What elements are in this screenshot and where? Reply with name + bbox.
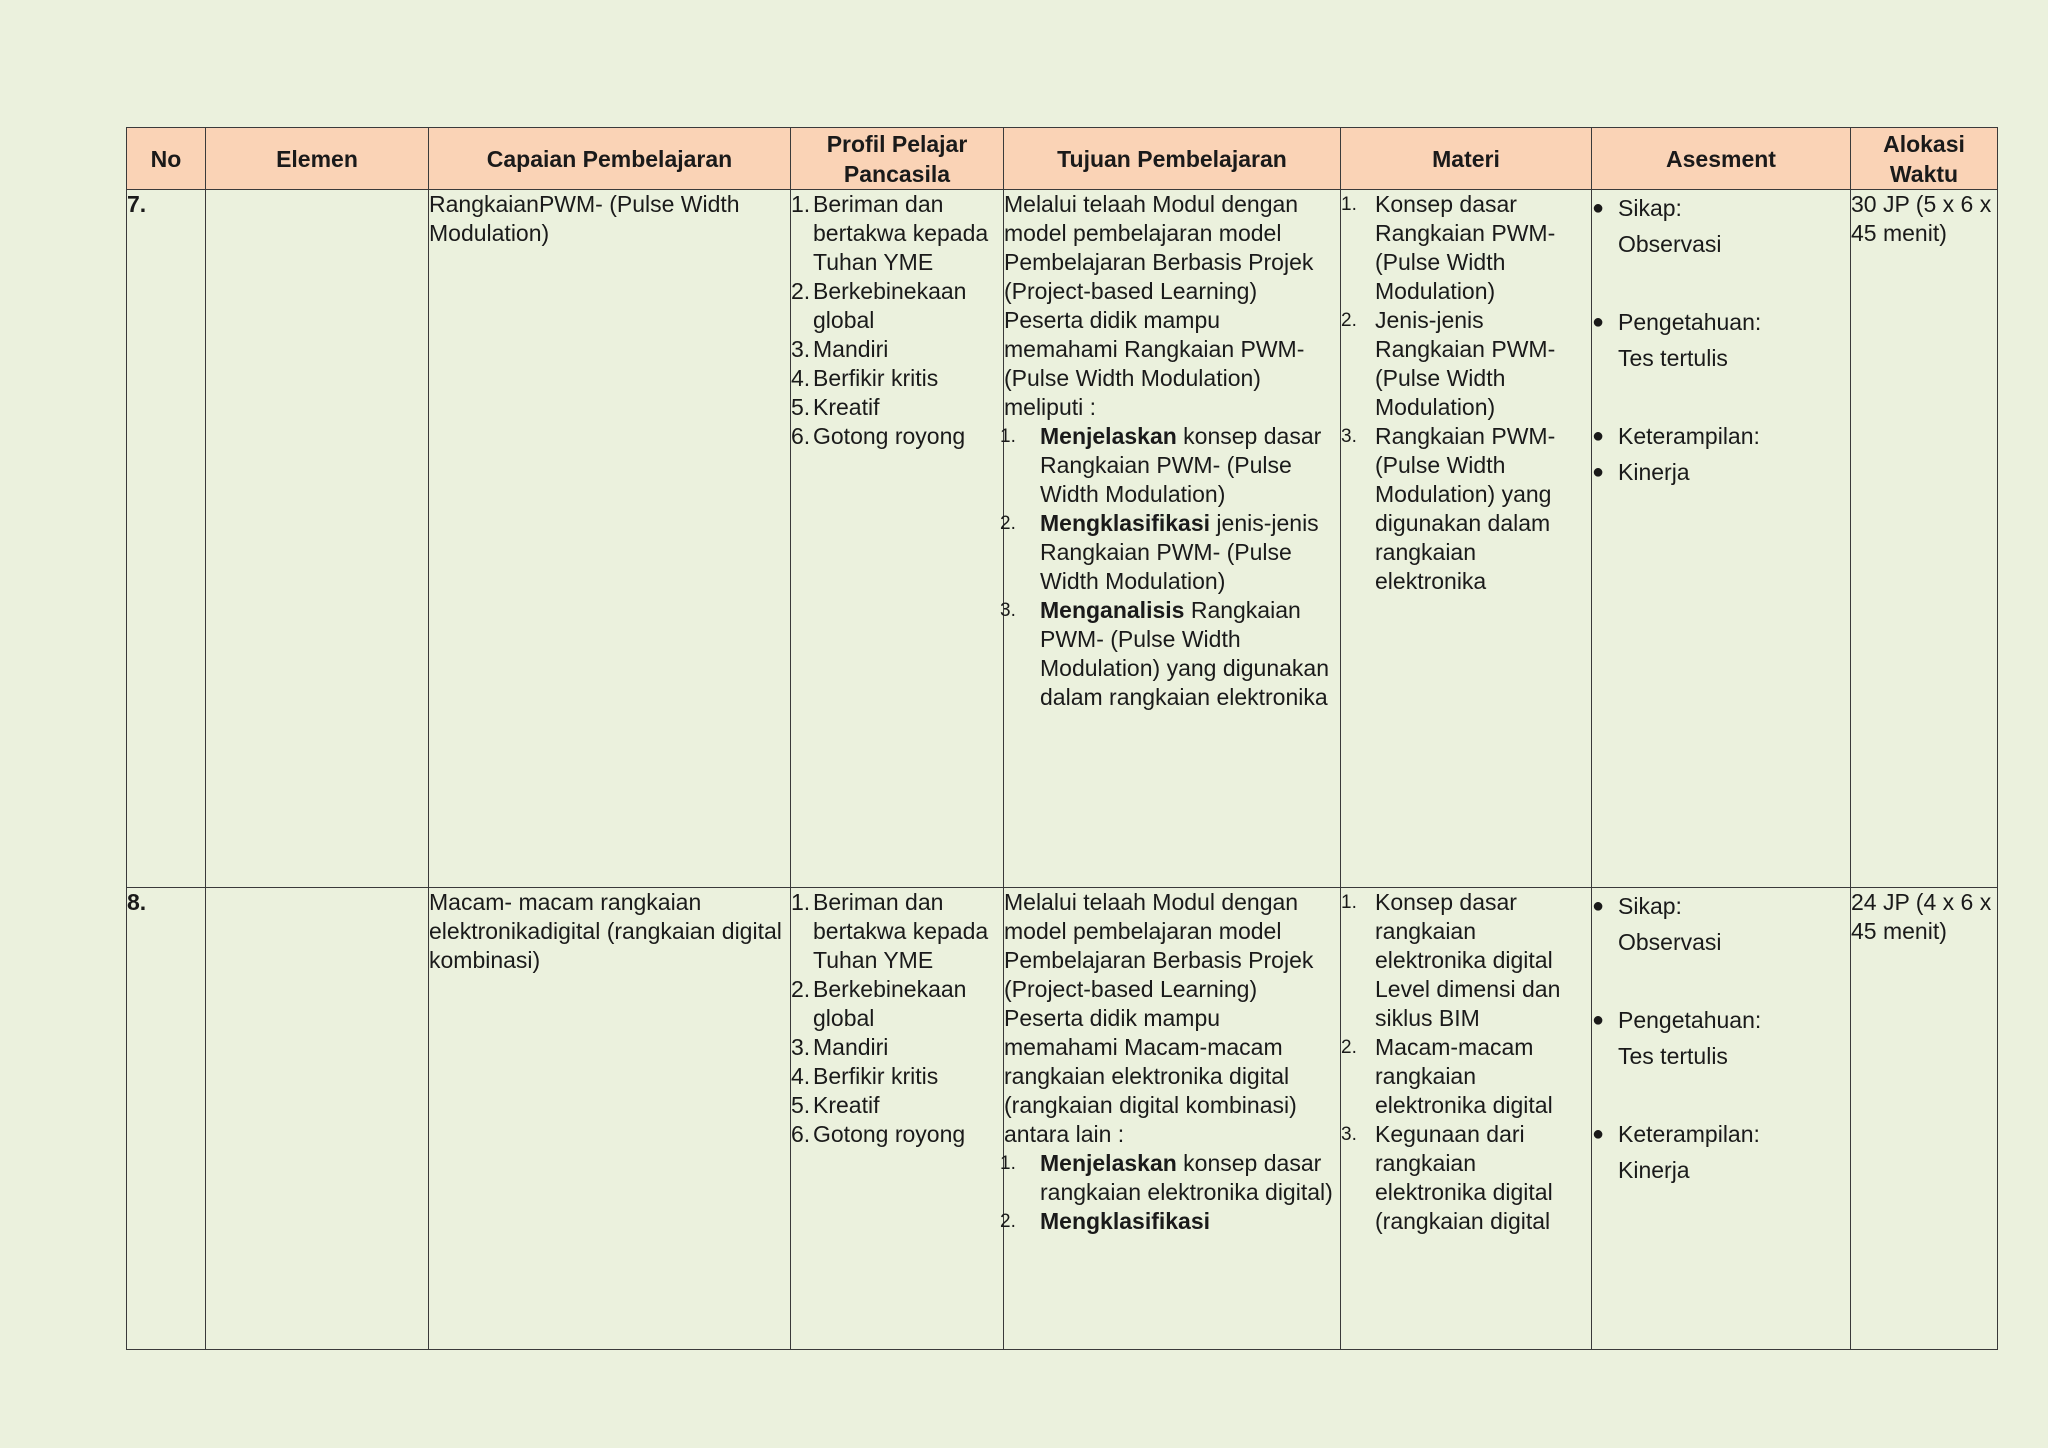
tujuan-list bbox=[1000, 1149, 1340, 1236]
item-text: Gotong royong bbox=[813, 423, 966, 449]
list-item bbox=[791, 975, 1003, 1033]
asesment-value-line bbox=[1592, 924, 1850, 960]
item-verb: Menjelaskan bbox=[1040, 1150, 1177, 1176]
materi-list bbox=[1341, 190, 1591, 596]
asesment-block bbox=[1592, 888, 1850, 960]
header-alokasi: Alokasi Waktu bbox=[1851, 128, 1998, 190]
bullet-icon: ● bbox=[1592, 1009, 1605, 1031]
learning-plan-table bbox=[126, 127, 1998, 1350]
tujuan-list bbox=[1000, 422, 1340, 712]
item-verb: Menjelaskan bbox=[1040, 423, 1177, 449]
list-item bbox=[1000, 596, 1340, 712]
item-number: 3. bbox=[1341, 426, 1357, 447]
list-item bbox=[791, 1033, 1003, 1062]
profil-list bbox=[791, 888, 1003, 1149]
item-number: 1. bbox=[791, 191, 811, 217]
item-number: 1. bbox=[1000, 1153, 1016, 1174]
asesment-value: Kinerja bbox=[1618, 1157, 1690, 1183]
item-number: 3. bbox=[1000, 600, 1016, 621]
asesment-block bbox=[1592, 1116, 1850, 1188]
item-text: Konsep dasar Rangkaian PWM- (Pulse Width Modulation) bbox=[1375, 191, 1556, 304]
materi-cell bbox=[1341, 190, 1592, 888]
list-item bbox=[1000, 1207, 1340, 1236]
asesment-value: Observasi bbox=[1618, 231, 1722, 257]
elemen-cell bbox=[206, 190, 429, 888]
asesment-value-line bbox=[1592, 454, 1850, 490]
asesment-block bbox=[1592, 190, 1850, 262]
item-text: jenis-jenis Rangkaian PWM- (Pulse Width Modulation) bbox=[1040, 510, 1319, 594]
header-elemen: Elemen bbox=[206, 128, 429, 190]
row-number: 7. bbox=[127, 190, 206, 888]
list-item bbox=[1341, 422, 1591, 596]
header-profil: Profil Pelajar Pancasila bbox=[791, 128, 1004, 190]
asesment-value-line bbox=[1592, 1038, 1850, 1074]
item-number: 2. bbox=[1000, 1211, 1016, 1232]
tujuan-cell bbox=[1000, 888, 1341, 1350]
item-text: Rangkaian PWM- (Pulse Width Modulation) yang digunakan dalam rangkaian elektronika bbox=[1375, 423, 1556, 594]
item-number: 6. bbox=[791, 423, 811, 449]
tujuan-intro: Melalui telaah Modul dengan model pembelajaran model Pembelajaran Berbasis Projek (Project-based Learning) Peserta didik mampu memahami Macam-macam rangkaian elektronika digital (rangkaian digital kombinasi) antara lain : bbox=[1004, 889, 1314, 1147]
asesment-value: Kinerja bbox=[1618, 459, 1690, 485]
item-number: 5. bbox=[791, 394, 811, 420]
header-tujuan: Tujuan Pembelajaran bbox=[1004, 128, 1341, 190]
item-text: Berfikir kritis bbox=[813, 365, 939, 391]
list-item bbox=[791, 190, 1003, 277]
item-number: 1. bbox=[1000, 426, 1016, 447]
list-item bbox=[1000, 1149, 1340, 1207]
item-text: Rangkaian PWM- (Pulse Width Modulation) yang digunakan dalam rangkaian elektronika bbox=[1040, 597, 1329, 710]
item-text: Berkebinekaan global bbox=[813, 278, 967, 333]
item-number: 2. bbox=[1341, 1037, 1357, 1058]
asesment-label-line bbox=[1592, 304, 1850, 340]
list-item bbox=[1341, 888, 1591, 1033]
item-text: Berkebinekaan global bbox=[813, 976, 967, 1031]
asesment-block bbox=[1592, 304, 1850, 376]
header-capaian: Capaian Pembelajaran bbox=[429, 128, 791, 190]
list-item bbox=[1000, 509, 1340, 596]
item-verb: Menganalisis bbox=[1040, 597, 1185, 623]
header-materi: Materi bbox=[1341, 128, 1592, 190]
asesment-label: Pengetahuan: bbox=[1618, 1007, 1762, 1033]
bullet-icon: ● bbox=[1592, 311, 1605, 333]
list-item bbox=[1341, 306, 1591, 422]
bullet-icon: ● bbox=[1592, 197, 1605, 219]
row-number: 8. bbox=[127, 888, 206, 1350]
asesment-label-line bbox=[1592, 888, 1850, 924]
item-text: konsep dasar Rangkaian PWM- (Pulse Width Modulation) bbox=[1040, 423, 1322, 507]
materi-list bbox=[1341, 888, 1591, 1236]
asesment-value: Tes tertulis bbox=[1618, 1043, 1728, 1069]
asesment-block bbox=[1592, 418, 1850, 490]
asesment-label: Keterampilan: bbox=[1618, 423, 1760, 449]
profil-cell bbox=[791, 888, 1004, 1350]
table-row bbox=[127, 888, 1998, 1350]
asesment-block bbox=[1592, 1002, 1850, 1074]
item-text: Jenis-jenis Rangkaian PWM- (Pulse Width Modulation) bbox=[1375, 307, 1556, 420]
item-text: konsep dasar rangkaian elektronika digital) bbox=[1040, 1150, 1333, 1205]
item-text: Macam-macam rangkaian elektronika digital bbox=[1375, 1034, 1553, 1118]
list-item bbox=[791, 1062, 1003, 1091]
asesment-label-line bbox=[1592, 418, 1850, 454]
table-row bbox=[127, 190, 1998, 888]
asesment-label: Sikap: bbox=[1618, 195, 1682, 221]
item-number: 3. bbox=[791, 1034, 811, 1060]
list-item bbox=[1000, 422, 1340, 509]
list-item bbox=[1341, 190, 1591, 306]
list-item bbox=[791, 1120, 1003, 1149]
list-item bbox=[791, 1091, 1003, 1120]
item-number: 2. bbox=[1000, 513, 1016, 534]
item-number: 3. bbox=[1341, 1124, 1357, 1145]
asesment-label-line bbox=[1592, 1002, 1850, 1038]
item-number: 2. bbox=[1341, 310, 1357, 331]
item-number: 4. bbox=[791, 365, 811, 391]
list-item bbox=[791, 888, 1003, 975]
item-text: Gotong royong bbox=[813, 1121, 966, 1147]
capaian-cell: RangkaianPWM- (Pulse Width Modulation) bbox=[429, 190, 791, 888]
header-no: No bbox=[127, 128, 206, 190]
item-text: Kreatif bbox=[813, 394, 880, 420]
item-text: Konsep dasar rangkaian elektronika digital Level dimensi dan siklus BIM bbox=[1375, 889, 1561, 1031]
item-number: 2. bbox=[791, 278, 811, 304]
alokasi-cell: 30 JP (5 x 6 x 45 menit) bbox=[1851, 190, 1998, 888]
bullet-icon: ● bbox=[1592, 425, 1605, 447]
item-text: Kreatif bbox=[813, 1092, 880, 1118]
item-text: Mandiri bbox=[813, 336, 889, 362]
item-number: 1. bbox=[1341, 194, 1357, 215]
asesment-value-line bbox=[1592, 226, 1850, 262]
bullet-icon: ● bbox=[1592, 1123, 1605, 1145]
item-verb: Mengklasifikasi bbox=[1040, 1208, 1211, 1234]
asesment-cell bbox=[1592, 888, 1851, 1350]
elemen-cell bbox=[206, 888, 429, 1350]
list-item bbox=[1341, 1033, 1591, 1120]
item-text: Mandiri bbox=[813, 1034, 889, 1060]
item-number: 2. bbox=[791, 976, 811, 1002]
item-number: 6. bbox=[791, 1121, 811, 1147]
list-item bbox=[791, 335, 1003, 364]
item-number: 4. bbox=[791, 1063, 811, 1089]
item-text: Berfikir kritis bbox=[813, 1063, 939, 1089]
list-item bbox=[1341, 1120, 1591, 1236]
list-item bbox=[791, 364, 1003, 393]
alokasi-cell: 24 JP (4 x 6 x 45 menit) bbox=[1851, 888, 1998, 1350]
list-item bbox=[791, 277, 1003, 335]
asesment-label: Pengetahuan: bbox=[1618, 309, 1762, 335]
bullet-icon: ● bbox=[1592, 895, 1605, 917]
tujuan-cell bbox=[1000, 190, 1341, 888]
item-number: 5. bbox=[791, 1092, 811, 1118]
item-text: Kegunaan dari rangkaian elektronika digital (rangkaian digital bbox=[1375, 1121, 1553, 1234]
asesment-label-line bbox=[1592, 190, 1850, 226]
table-header-row bbox=[127, 128, 1998, 190]
item-number: 3. bbox=[791, 336, 811, 362]
materi-cell bbox=[1341, 888, 1592, 1350]
header-asesment: Asesment bbox=[1592, 128, 1851, 190]
asesment-cell bbox=[1592, 190, 1851, 888]
asesment-label: Keterampilan: bbox=[1618, 1121, 1760, 1147]
capaian-cell: Macam- macam rangkaian elektronikadigital (rangkaian digital kombinasi) bbox=[429, 888, 791, 1350]
asesment-value-line bbox=[1592, 1152, 1850, 1188]
asesment-label-line bbox=[1592, 1116, 1850, 1152]
asesment-value-line bbox=[1592, 340, 1850, 376]
item-number: 1. bbox=[791, 889, 811, 915]
item-number: 1. bbox=[1341, 892, 1357, 913]
item-verb: Mengklasifikasi bbox=[1040, 510, 1211, 536]
tujuan-intro: Melalui telaah Modul dengan model pembelajaran model Pembelajaran Berbasis Projek (Project-based Learning) Peserta didik mampu memahami Rangkaian PWM- (Pulse Width Modulation) meliputi : bbox=[1004, 191, 1314, 420]
item-text: Beriman dan bertakwa kepada Tuhan YME bbox=[813, 889, 989, 973]
list-item bbox=[791, 422, 1003, 451]
item-text: Beriman dan bertakwa kepada Tuhan YME bbox=[813, 191, 989, 275]
asesment-value: Observasi bbox=[1618, 929, 1722, 955]
asesment-value: Tes tertulis bbox=[1618, 345, 1728, 371]
bullet-icon: ● bbox=[1592, 461, 1605, 483]
profil-cell bbox=[791, 190, 1004, 888]
list-item bbox=[791, 393, 1003, 422]
asesment-label: Sikap: bbox=[1618, 893, 1682, 919]
profil-list bbox=[791, 190, 1003, 451]
